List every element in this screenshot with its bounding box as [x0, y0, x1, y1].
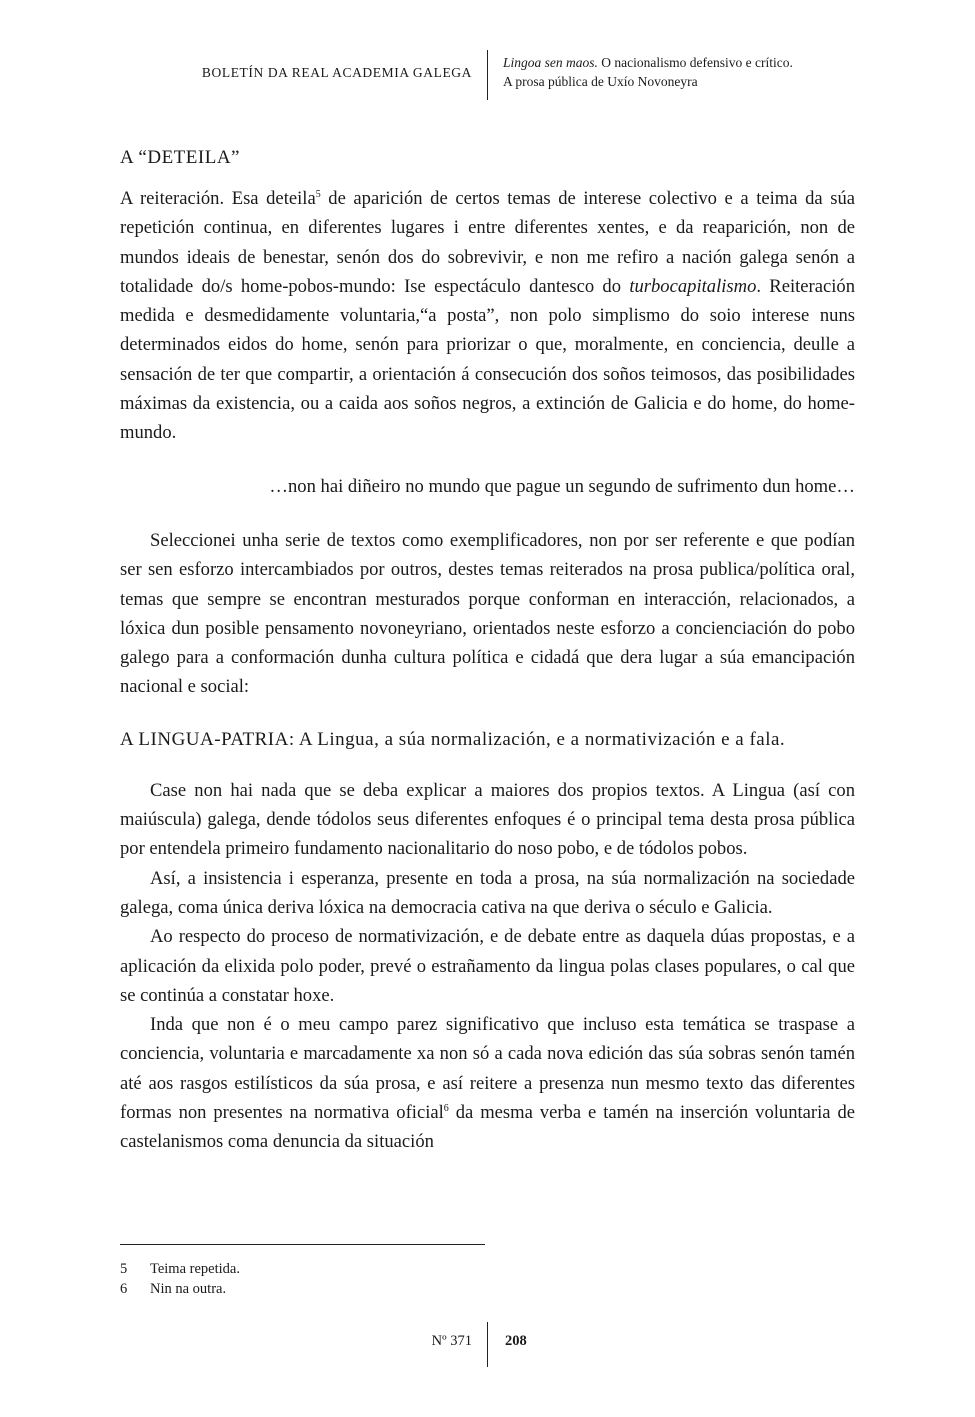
- footnote-ref-5[interactable]: 5: [315, 189, 321, 200]
- footnote-5: [120, 1259, 620, 1279]
- paragraph-ao-respecto: Ao respecto do proceso de normativización, e de debate entre as daquela dúas propostas, e a aplicación da elixida polo poder, prevé o estrañamento da lingua polas clases populares, o cal que se continúa a constatar hoxe.: [120, 926, 855, 1006]
- issue-number: Nº 371: [431, 1333, 472, 1349]
- footnote-text: Teima repetida.: [150, 1261, 240, 1277]
- section-heading-deteila: A “DETEILA”: [120, 147, 240, 168]
- quotation: …non hai diñeiro no mundo que pague un segundo de sufrimento dun home…: [269, 475, 855, 497]
- header-divider: [487, 50, 488, 100]
- paragraph-inda-que: [120, 1010, 855, 1156]
- main-text: [120, 143, 855, 1157]
- paragraph-text: Inda que non é o meu campo parez significativo que incluso esta temática se traspase a conciencia, voluntaria e marcadamente xa non só a cada nova edición das súa sobras senón tamén até aos rasgos estilísticos da súa prosa, e así reitere a presenza nun mesmo texto das diferentes formas non presentes na normativa oficial: [120, 1014, 855, 1124]
- footnote-number: 6: [120, 1281, 128, 1297]
- article-subtitle: A prosa pública de Uxío Novoneyra: [503, 74, 698, 89]
- paragraph-text: de aparición de certos temas de interese colectivo e a teima da súa repetición continua, en diferentes lugares i entre diferentes xentes, e da reaparición, non de mundos ideais de benestar, senón dos do sobrevivir, e non me refiro a nación galega senón a totalidade do/s home-pobos-mundo: Ise espectáculo dantesco do: [120, 188, 855, 297]
- paragraph-text: da mesma verba e tamén na inserción voluntaria de castelanismos coma denuncia da situación: [120, 1102, 856, 1153]
- paragraph-text: A reiteración. Esa deteila: [120, 188, 316, 209]
- paragraph-text: . Reiteración medida e desmedidamente voluntaria,“a posta”, non polo simplismo do soio interese nuns determinados eidos do home, senón para priorizar o que, moralmente, en conciencia, deulle a sensación de ter que compartir, a orientación á consecución dos soños teimosos, das posibilidades máximas da existencia, ou a caida aos soños negros, a extinción de Galicia e do home, do home-mundo.: [120, 275, 856, 444]
- footnote-ref-6[interactable]: 6: [443, 1103, 449, 1115]
- section-heading-lingua-patria: [120, 725, 855, 754]
- spacer: [120, 702, 855, 725]
- paragraph-case-non: Case non hai nada que se deba explicar a maiores dos propios textos. A Lingua (así con maiúscula) galega, dende tódolos seus diferentes enfoques é o principal tema desta prosa pública por entendela primeiro fundamento nacionalitario do noso pobo, e de tódolos pobos.: [120, 779, 855, 860]
- paragraph-asi: Así, a insistencia i esperanza, presente en toda a prosa, na súa normalización na sociedade galega, coma única deriva lóxica na democracia cativa na que deriva o século e Galicia.: [120, 867, 855, 918]
- heading-rest: A Lingua, a súa normalización, e a normativización e a fala.: [294, 728, 786, 750]
- heading-caps: A LINGUA-PATRIA:: [120, 728, 295, 750]
- footer-divider: [487, 1322, 488, 1367]
- italic-term: turbocapitalismo: [629, 275, 757, 297]
- footnote-divider: [120, 1244, 485, 1245]
- paragraph-reiteracion: [120, 184, 855, 448]
- footnotes: [120, 1259, 620, 1299]
- article-title-italic: Lingoa sen maos.: [503, 55, 598, 70]
- article-title: [503, 53, 863, 91]
- footnote-6: [120, 1279, 620, 1299]
- journal-title: BOLETÍN DA REAL ACADEMIA GALEGA: [201, 65, 472, 80]
- footnote-text: Nin na outra.: [150, 1281, 227, 1297]
- footnote-number: 5: [120, 1261, 128, 1277]
- article-title-rest: O nacionalismo defensivo e crítico.: [597, 55, 793, 70]
- page-number: 208: [505, 1333, 527, 1349]
- paragraph-seleccionei: Seleccionei unha serie de textos como exemplificadores, non por ser referente e que podían ser sen esforzo intercambiados por outros, destes temas reiterados na prosa publica/política oral, temas que sempre se encontran mesturados porque conforman en interacción, relacionados, a lóxica dun posible pensamento novoneyriano, orientados neste esforzo a concienciación do pobo galego para a conformación dunha cultura política e cidadá que dera lugar a súa emancipación nacional e social:: [120, 529, 855, 698]
